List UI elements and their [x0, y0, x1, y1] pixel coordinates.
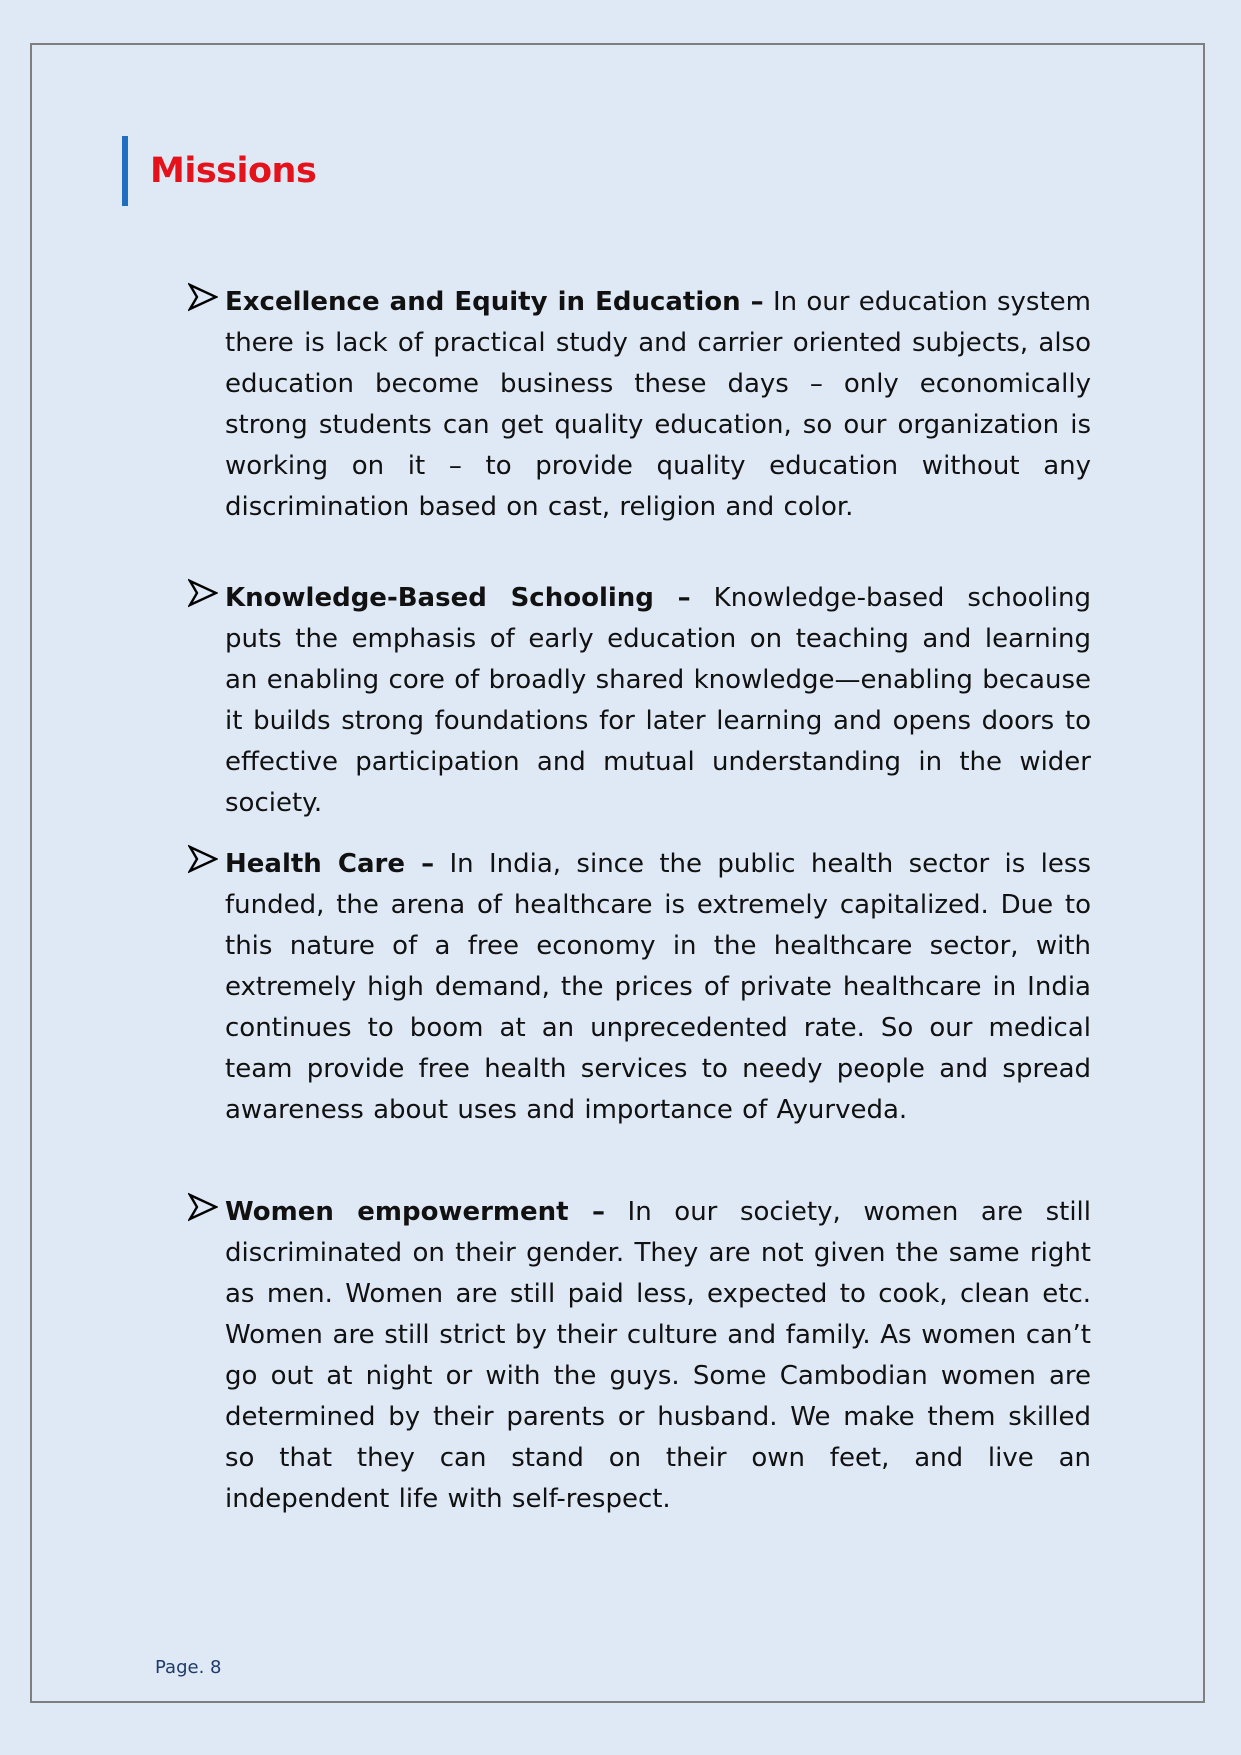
mission-item [188, 844, 1091, 1131]
mission-text [225, 578, 1091, 824]
mission-item [188, 282, 1091, 528]
arrowhead-bullet-icon [188, 578, 218, 608]
mission-text [225, 844, 1091, 1131]
page-title: Missions [150, 151, 317, 191]
mission-title: Excellence and Equity in Education – [225, 287, 764, 317]
section-heading [122, 136, 316, 206]
page-number: Page. 8 [155, 1657, 222, 1678]
mission-title: Women empowerment – [225, 1197, 605, 1227]
mission-title: Knowledge-Based Schooling – [225, 583, 691, 613]
mission-title: Health Care – [225, 849, 435, 879]
mission-description: In our education system there is lack of practical study and carrier oriented subjects, also education become business these days – only economically strong students can get quality education, so our organization is working on it – to provide quality education without any discrimination based on cast, religion and color. [225, 287, 1091, 522]
mission-item [188, 1192, 1091, 1520]
arrowhead-bullet-icon [188, 1192, 218, 1222]
mission-text [225, 282, 1091, 528]
mission-description: Knowledge-based schooling puts the emphasis of early education on teaching and learning an enabling core of broadly shared knowledge—enabling because it builds strong foundations for later learning and opens doors to effective participation and mutual understanding in the wider society. [225, 583, 1091, 818]
mission-text [225, 1192, 1091, 1520]
mission-item [188, 578, 1091, 824]
arrowhead-bullet-icon [188, 282, 218, 312]
mission-description: In our society, women are still discriminated on their gender. They are not given the same right as men. Women are still paid less, expected to cook, clean etc. Women are still strict by their culture and family. As women can’t go out at night or with the guys. Some Cambodian women are determined by their parents or husband. We make them skilled so that they can stand on their own feet, and live an independent life with self-respect. [225, 1197, 1091, 1514]
arrowhead-bullet-icon [188, 844, 218, 874]
mission-description: In India, since the public health sector is less funded, the arena of healthcare is extremely capitalized. Due to this nature of a free economy in the healthcare sector, with extremely high demand, the prices of private healthcare in India continues to boom at an unprecedented rate. So our medical team provide free health services to needy people and spread awareness about uses and importance of Ayurveda. [225, 849, 1091, 1125]
